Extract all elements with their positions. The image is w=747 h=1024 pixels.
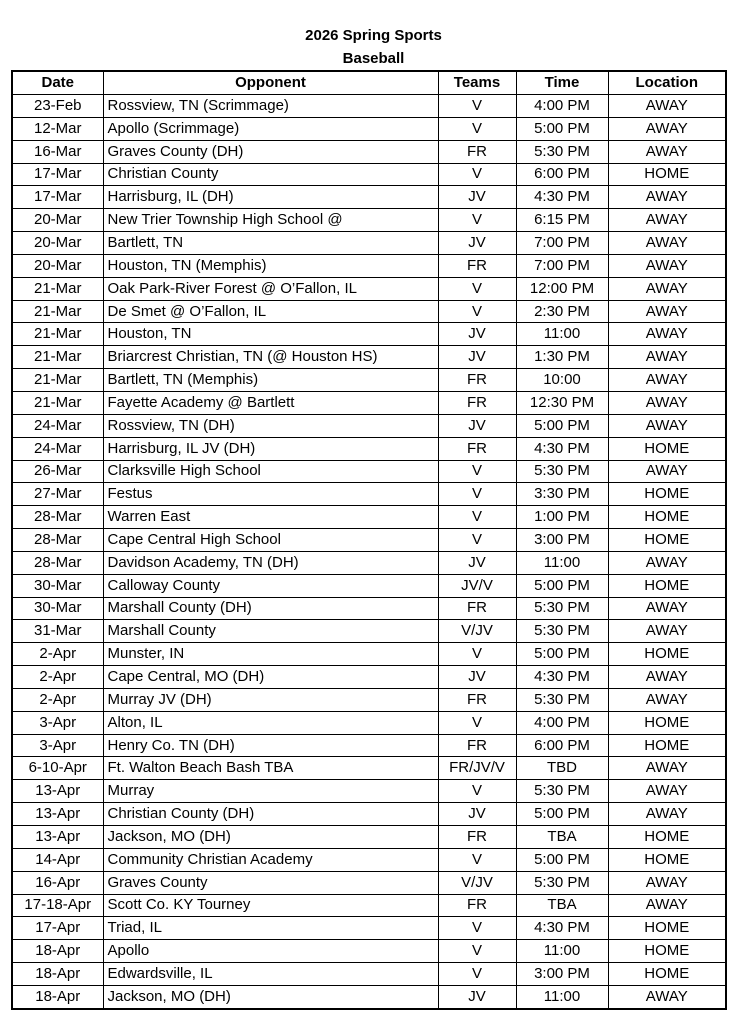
cell-time: 2:30 PM (516, 300, 608, 323)
cell-location: AWAY (608, 391, 726, 414)
cell-teams: FR (438, 391, 516, 414)
cell-time: 4:30 PM (516, 917, 608, 940)
cell-date: 13-Apr (12, 803, 103, 826)
table-row (12, 620, 726, 643)
cell-time: 7:00 PM (516, 232, 608, 255)
cell-date: 17-Apr (12, 917, 103, 940)
cell-date: 18-Apr (12, 985, 103, 1008)
cell-opponent: De Smet @ O’Fallon, IL (103, 300, 438, 323)
cell-time: 5:30 PM (516, 460, 608, 483)
cell-date: 18-Apr (12, 940, 103, 963)
cell-opponent: Clarksville High School (103, 460, 438, 483)
cell-location: AWAY (608, 346, 726, 369)
page-title: 2026 Spring Sports (305, 27, 442, 44)
cell-time: 5:00 PM (516, 803, 608, 826)
cell-teams: FR (438, 597, 516, 620)
cell-opponent: Scott Co. KY Tourney (103, 894, 438, 917)
header-date: Date (12, 71, 103, 95)
cell-date: 30-Mar (12, 574, 103, 597)
cell-teams: V (438, 917, 516, 940)
table-row (12, 117, 726, 140)
cell-opponent: Warren East (103, 506, 438, 529)
cell-time: 4:30 PM (516, 437, 608, 460)
cell-date: 21-Mar (12, 391, 103, 414)
cell-opponent: Briarcrest Christian, TN (@ Houston HS) (103, 346, 438, 369)
cell-date: 21-Mar (12, 369, 103, 392)
cell-time: 5:00 PM (516, 117, 608, 140)
cell-teams: V (438, 963, 516, 986)
cell-opponent: Rossview, TN (Scrimmage) (103, 95, 438, 118)
cell-time: TBD (516, 757, 608, 780)
table-row (12, 826, 726, 849)
cell-date: 28-Mar (12, 551, 103, 574)
cell-location: AWAY (608, 369, 726, 392)
cell-teams: V (438, 940, 516, 963)
header-row (12, 71, 726, 95)
cell-date: 20-Mar (12, 232, 103, 255)
cell-date: 20-Mar (12, 209, 103, 232)
cell-date: 28-Mar (12, 529, 103, 552)
cell-teams: JV (438, 323, 516, 346)
table-row (12, 688, 726, 711)
cell-location: HOME (608, 483, 726, 506)
cell-teams: V (438, 529, 516, 552)
cell-location: AWAY (608, 871, 726, 894)
cell-teams: FR (438, 254, 516, 277)
table-row (12, 666, 726, 689)
cell-date: 21-Mar (12, 277, 103, 300)
cell-opponent: New Trier Township High School @ (103, 209, 438, 232)
cell-teams: V (438, 460, 516, 483)
table-row (12, 780, 726, 803)
cell-date: 6-10-Apr (12, 757, 103, 780)
cell-opponent: Bartlett, TN (Memphis) (103, 369, 438, 392)
cell-teams: V (438, 95, 516, 118)
cell-time: 11:00 (516, 940, 608, 963)
cell-time: 4:30 PM (516, 666, 608, 689)
cell-teams: V/JV (438, 620, 516, 643)
cell-time: 10:00 (516, 369, 608, 392)
cell-time: 3:00 PM (516, 529, 608, 552)
cell-date: 21-Mar (12, 300, 103, 323)
cell-date: 24-Mar (12, 414, 103, 437)
table-row (12, 757, 726, 780)
cell-date: 20-Mar (12, 254, 103, 277)
table-row (12, 232, 726, 255)
cell-opponent: Houston, TN (103, 323, 438, 346)
table-row (12, 140, 726, 163)
cell-location: AWAY (608, 117, 726, 140)
cell-teams: JV (438, 232, 516, 255)
cell-time: 5:30 PM (516, 688, 608, 711)
table-row (12, 940, 726, 963)
cell-opponent: Triad, IL (103, 917, 438, 940)
table-row (12, 711, 726, 734)
cell-date: 3-Apr (12, 711, 103, 734)
cell-teams: V (438, 848, 516, 871)
cell-opponent: Jackson, MO (DH) (103, 826, 438, 849)
table-row (12, 300, 726, 323)
schedule-body (12, 95, 726, 1009)
cell-date: 27-Mar (12, 483, 103, 506)
header-time: Time (516, 71, 608, 95)
cell-time: 5:30 PM (516, 620, 608, 643)
cell-time: 3:30 PM (516, 483, 608, 506)
cell-date: 16-Apr (12, 871, 103, 894)
cell-time: 5:00 PM (516, 414, 608, 437)
cell-time: 3:00 PM (516, 963, 608, 986)
table-row (12, 460, 726, 483)
cell-opponent: Jackson, MO (DH) (103, 985, 438, 1008)
cell-date: 16-Mar (12, 140, 103, 163)
table-row (12, 346, 726, 369)
cell-location: AWAY (608, 757, 726, 780)
cell-opponent: Cape Central, MO (DH) (103, 666, 438, 689)
cell-time: 5:00 PM (516, 848, 608, 871)
table-row (12, 643, 726, 666)
cell-teams: V (438, 643, 516, 666)
cell-date: 2-Apr (12, 643, 103, 666)
table-row (12, 985, 726, 1008)
table-row (12, 894, 726, 917)
cell-location: HOME (608, 643, 726, 666)
cell-time: 4:30 PM (516, 186, 608, 209)
cell-date: 12-Mar (12, 117, 103, 140)
cell-teams: JV (438, 414, 516, 437)
table-row (12, 597, 726, 620)
table-row (12, 277, 726, 300)
table-row (12, 506, 726, 529)
cell-time: 5:00 PM (516, 574, 608, 597)
cell-location: AWAY (608, 95, 726, 118)
cell-location: HOME (608, 940, 726, 963)
cell-location: AWAY (608, 254, 726, 277)
cell-opponent: Murray JV (DH) (103, 688, 438, 711)
cell-location: HOME (608, 963, 726, 986)
cell-location: AWAY (608, 688, 726, 711)
cell-opponent: Community Christian Academy (103, 848, 438, 871)
table-row (12, 186, 726, 209)
cell-time: 5:30 PM (516, 597, 608, 620)
table-row (12, 551, 726, 574)
cell-opponent: Marshall County (DH) (103, 597, 438, 620)
cell-time: 4:00 PM (516, 95, 608, 118)
cell-date: 17-Mar (12, 186, 103, 209)
table-row (12, 95, 726, 118)
cell-teams: V (438, 277, 516, 300)
cell-opponent: Apollo (Scrimmage) (103, 117, 438, 140)
cell-time: 6:00 PM (516, 163, 608, 186)
cell-time: 11:00 (516, 985, 608, 1008)
cell-date: 28-Mar (12, 506, 103, 529)
cell-location: AWAY (608, 209, 726, 232)
cell-opponent: Graves County (103, 871, 438, 894)
cell-time: TBA (516, 826, 608, 849)
cell-location: AWAY (608, 620, 726, 643)
cell-time: 12:30 PM (516, 391, 608, 414)
cell-date: 30-Mar (12, 597, 103, 620)
schedule-table (11, 70, 727, 1010)
cell-teams: FR (438, 734, 516, 757)
page-subtitle: Baseball (342, 50, 405, 67)
cell-teams: V (438, 209, 516, 232)
cell-location: HOME (608, 574, 726, 597)
cell-date: 17-18-Apr (12, 894, 103, 917)
table-row (12, 529, 726, 552)
cell-teams: V (438, 711, 516, 734)
cell-teams: V (438, 300, 516, 323)
cell-location: AWAY (608, 597, 726, 620)
cell-opponent: Edwardsville, IL (103, 963, 438, 986)
cell-time: 1:00 PM (516, 506, 608, 529)
cell-location: HOME (608, 917, 726, 940)
cell-time: 5:00 PM (516, 643, 608, 666)
table-row (12, 917, 726, 940)
cell-location: HOME (608, 734, 726, 757)
cell-teams: FR/JV/V (438, 757, 516, 780)
cell-opponent: Harrisburg, IL JV (DH) (103, 437, 438, 460)
cell-location: AWAY (608, 232, 726, 255)
cell-teams: JV (438, 803, 516, 826)
cell-location: AWAY (608, 666, 726, 689)
table-row (12, 323, 726, 346)
cell-teams: JV (438, 186, 516, 209)
cell-location: AWAY (608, 414, 726, 437)
table-row (12, 163, 726, 186)
cell-location: AWAY (608, 985, 726, 1008)
cell-location: HOME (608, 437, 726, 460)
header-teams: Teams (438, 71, 516, 95)
cell-opponent: Christian County (103, 163, 438, 186)
table-row (12, 483, 726, 506)
cell-location: AWAY (608, 186, 726, 209)
cell-teams: V (438, 163, 516, 186)
cell-teams: V (438, 780, 516, 803)
cell-date: 17-Mar (12, 163, 103, 186)
cell-location: AWAY (608, 803, 726, 826)
cell-location: HOME (608, 163, 726, 186)
cell-opponent: Calloway County (103, 574, 438, 597)
cell-location: HOME (608, 711, 726, 734)
cell-location: AWAY (608, 780, 726, 803)
cell-opponent: Fayette Academy @ Bartlett (103, 391, 438, 414)
cell-time: 11:00 (516, 323, 608, 346)
cell-teams: FR (438, 369, 516, 392)
cell-location: AWAY (608, 140, 726, 163)
cell-date: 23-Feb (12, 95, 103, 118)
cell-teams: FR (438, 688, 516, 711)
table-row (12, 848, 726, 871)
cell-teams: V (438, 483, 516, 506)
cell-opponent: Rossview, TN (DH) (103, 414, 438, 437)
cell-opponent: Festus (103, 483, 438, 506)
cell-opponent: Davidson Academy, TN (DH) (103, 551, 438, 574)
cell-date: 26-Mar (12, 460, 103, 483)
cell-location: HOME (608, 826, 726, 849)
table-row (12, 574, 726, 597)
header-opponent: Opponent (103, 71, 438, 95)
cell-date: 31-Mar (12, 620, 103, 643)
cell-teams: FR (438, 894, 516, 917)
cell-opponent: Oak Park-River Forest @ O’Fallon, IL (103, 277, 438, 300)
cell-opponent: Ft. Walton Beach Bash TBA (103, 757, 438, 780)
table-row (12, 803, 726, 826)
cell-opponent: Henry Co. TN (DH) (103, 734, 438, 757)
table-row (12, 963, 726, 986)
cell-location: AWAY (608, 323, 726, 346)
cell-location: AWAY (608, 460, 726, 483)
cell-location: AWAY (608, 277, 726, 300)
table-row (12, 254, 726, 277)
cell-time: 12:00 PM (516, 277, 608, 300)
table-row (12, 414, 726, 437)
cell-time: 11:00 (516, 551, 608, 574)
table-row (12, 209, 726, 232)
table-row (12, 734, 726, 757)
cell-teams: JV (438, 551, 516, 574)
cell-teams: V (438, 506, 516, 529)
cell-teams: JV/V (438, 574, 516, 597)
cell-opponent: Houston, TN (Memphis) (103, 254, 438, 277)
cell-time: 7:00 PM (516, 254, 608, 277)
cell-opponent: Murray (103, 780, 438, 803)
cell-teams: JV (438, 666, 516, 689)
cell-date: 18-Apr (12, 963, 103, 986)
cell-location: AWAY (608, 894, 726, 917)
cell-location: HOME (608, 848, 726, 871)
cell-date: 21-Mar (12, 323, 103, 346)
cell-time: 6:15 PM (516, 209, 608, 232)
cell-teams: FR (438, 826, 516, 849)
cell-date: 14-Apr (12, 848, 103, 871)
cell-date: 3-Apr (12, 734, 103, 757)
cell-time: 1:30 PM (516, 346, 608, 369)
cell-teams: JV (438, 346, 516, 369)
cell-date: 2-Apr (12, 666, 103, 689)
cell-time: 5:30 PM (516, 780, 608, 803)
cell-time: 6:00 PM (516, 734, 608, 757)
cell-location: AWAY (608, 551, 726, 574)
cell-opponent: Bartlett, TN (103, 232, 438, 255)
cell-date: 13-Apr (12, 826, 103, 849)
table-row (12, 437, 726, 460)
cell-time: 4:00 PM (516, 711, 608, 734)
cell-date: 21-Mar (12, 346, 103, 369)
cell-opponent: Alton, IL (103, 711, 438, 734)
cell-teams: FR (438, 140, 516, 163)
table-row (12, 369, 726, 392)
cell-opponent: Apollo (103, 940, 438, 963)
cell-location: HOME (608, 506, 726, 529)
cell-teams: FR (438, 437, 516, 460)
cell-opponent: Christian County (DH) (103, 803, 438, 826)
cell-date: 13-Apr (12, 780, 103, 803)
cell-location: HOME (608, 529, 726, 552)
cell-opponent: Harrisburg, IL (DH) (103, 186, 438, 209)
cell-teams: V (438, 117, 516, 140)
table-row (12, 871, 726, 894)
cell-date: 2-Apr (12, 688, 103, 711)
cell-opponent: Marshall County (103, 620, 438, 643)
cell-location: AWAY (608, 300, 726, 323)
cell-opponent: Graves County (DH) (103, 140, 438, 163)
cell-time: 5:30 PM (516, 140, 608, 163)
cell-time: 5:30 PM (516, 871, 608, 894)
cell-teams: V/JV (438, 871, 516, 894)
table-row (12, 391, 726, 414)
header-location: Location (608, 71, 726, 95)
cell-teams: JV (438, 985, 516, 1008)
cell-opponent: Cape Central High School (103, 529, 438, 552)
cell-date: 24-Mar (12, 437, 103, 460)
cell-time: TBA (516, 894, 608, 917)
cell-opponent: Munster, IN (103, 643, 438, 666)
